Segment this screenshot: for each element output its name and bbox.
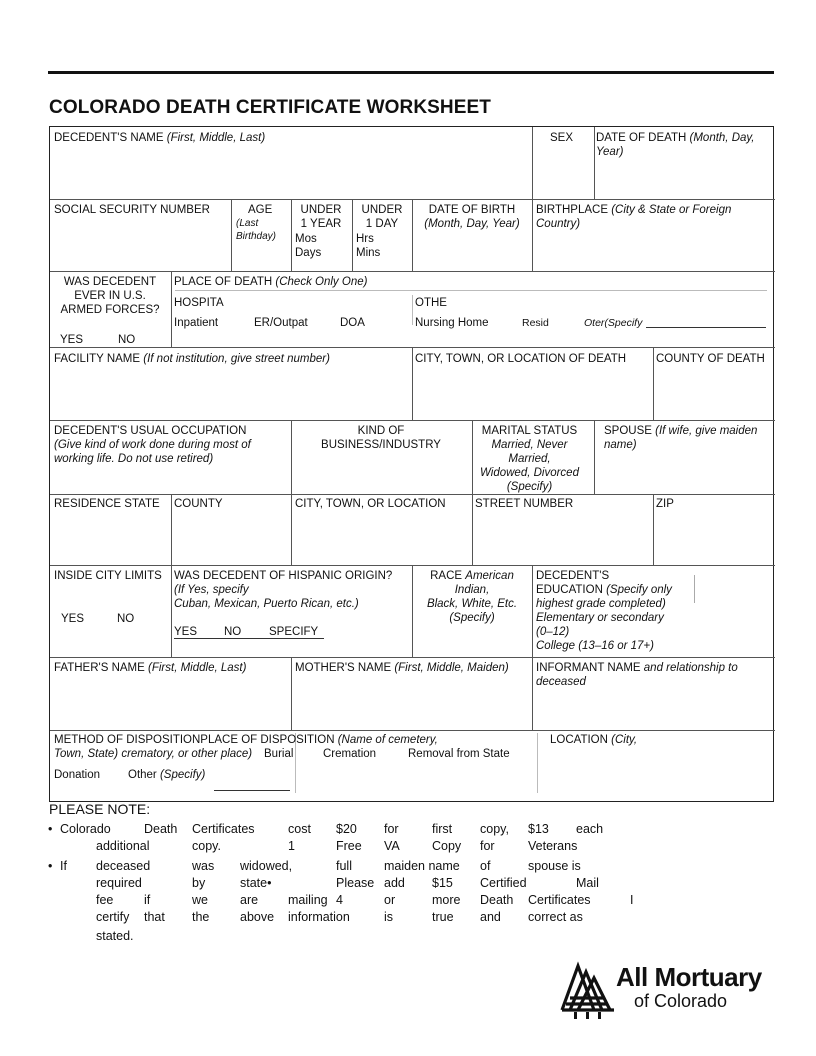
spouse-label: SPOUSE (If wife, give maiden name) <box>604 425 758 451</box>
inside-city-limits-label: INSIDE CITY LIMITS <box>54 570 162 582</box>
note2-word: mailing <box>288 893 328 907</box>
note2-word: above <box>240 910 275 924</box>
under-1-year-units: Mos Days <box>295 233 322 259</box>
note2-word: stated. <box>96 929 134 943</box>
note2-word: certify <box>96 910 130 924</box>
note2-word: 4 <box>336 893 343 907</box>
note1-word: cost <box>288 822 311 836</box>
mother-name-label: MOTHER'S NAME (First, Middle, Maiden) <box>295 662 509 674</box>
education-label-2: EDUCATION (Specify only <box>536 584 672 596</box>
note2-word: add <box>384 876 405 890</box>
dob-hint: (Month, Day, Year) <box>424 218 520 230</box>
nursing-home-option[interactable]: Nursing Home <box>415 317 489 329</box>
age-label: AGE <box>248 204 273 216</box>
bullet-icon: • <box>48 859 53 873</box>
burial-option[interactable]: Burial <box>264 748 294 760</box>
race-hint: Indian, Black, White, Etc. (Specify) <box>426 584 518 624</box>
note2-word: Certificates <box>528 893 591 907</box>
under-1-year-label: UNDER 1 YEAR <box>300 204 342 230</box>
marital-status-hint: Married, Never Married, Widowed, Divorced (Specify) <box>480 439 579 493</box>
city-limits-yes[interactable]: YES <box>61 613 85 625</box>
note1-word: for <box>384 822 399 836</box>
note2-word: correct as <box>528 910 583 924</box>
race-label: RACE American <box>430 570 514 582</box>
note1-word: Colorado <box>60 822 111 836</box>
note2-word: Mail <box>576 876 599 890</box>
note1-word: 1 <box>288 839 295 853</box>
hospital-label: HOSPITA <box>174 297 224 309</box>
doa-option[interactable]: DOA <box>340 317 365 329</box>
note1-word: Certificates <box>192 822 255 836</box>
note2-word: more <box>432 893 461 907</box>
ssn-label: SOCIAL SECURITY NUMBER <box>54 204 210 216</box>
birthplace-hint: Country) <box>536 218 581 230</box>
decedent-name-label: DECEDENT'S NAME (First, Middle, Last) <box>54 132 266 144</box>
death-county-label: COUNTY OF DEATH <box>656 353 765 365</box>
note2-word: true <box>432 910 454 924</box>
other-specify-line[interactable] <box>646 327 766 328</box>
note1-word: $13 <box>528 822 549 836</box>
note2-word: if <box>144 893 151 907</box>
note2-word: full <box>336 859 352 873</box>
er-outpatient-option[interactable]: ER/Outpat <box>254 317 308 329</box>
note1-word: for <box>480 839 495 853</box>
logo-line2: of Colorado <box>634 991 728 1011</box>
education-label: DECEDENT'S <box>536 570 610 582</box>
donation-option[interactable]: Donation <box>54 769 101 781</box>
sex-label: SEX <box>550 132 574 144</box>
note2-word: widowed, <box>240 859 293 873</box>
note2-word: is <box>384 910 394 924</box>
residence-county-label: COUNTY <box>174 498 223 510</box>
hispanic-underline <box>174 638 324 639</box>
note2-word: the <box>192 910 210 924</box>
facility-name-label: FACILITY NAME (If not institution, give street number) <box>54 353 330 365</box>
bullet-icon: • <box>48 822 53 836</box>
note1-word: copy. <box>192 839 221 853</box>
note2-word: I <box>630 893 634 907</box>
note2-word: required <box>96 876 142 890</box>
date-of-death-hint: Year) <box>596 146 624 158</box>
mountain-logo-icon <box>560 960 618 1020</box>
note1-word: Copy <box>432 839 462 853</box>
occupation-label: DECEDENT'S USUAL OCCUPATION <box>54 425 247 437</box>
note2-word: are <box>240 893 259 907</box>
father-name-label: FATHER'S NAME (First, Middle, Last) <box>54 662 247 674</box>
method-of-disposition-label: METHOD OF DISPOSITIONPLACE OF DISPOSITION (Name of cemetery, <box>54 734 438 746</box>
note2-word: Certified <box>480 876 527 890</box>
city-limits-no[interactable]: NO <box>117 613 135 625</box>
under-1-day-label: UNDER 1 DAY <box>361 204 403 230</box>
top-rule <box>48 71 774 74</box>
other-place-label: OTHE <box>415 297 447 309</box>
note2-word: we <box>192 893 208 907</box>
please-note-heading: PLEASE NOTE: <box>49 801 151 817</box>
note2-word: If <box>60 859 67 873</box>
page-title: COLORADO DEATH CERTIFICATE WORKSHEET <box>49 97 491 118</box>
age-hint: (Last Birthday) <box>236 218 277 242</box>
informant-label: INFORMANT NAME and relationship to deceased <box>536 662 738 688</box>
hispanic-no[interactable]: NO <box>224 626 242 638</box>
cremation-option[interactable]: Cremation <box>323 748 377 760</box>
location-label: LOCATION (City, <box>550 734 638 746</box>
residence-option[interactable]: Resid <box>522 317 549 329</box>
note2-word: or <box>384 893 396 907</box>
note1-word: copy, <box>480 822 509 836</box>
note2-word: fee <box>96 893 114 907</box>
note1-word: Free <box>336 839 362 853</box>
note1-word: VA <box>384 839 400 853</box>
note2-word: information <box>288 910 350 924</box>
note2-word: that <box>144 910 165 924</box>
residence-state-label: RESIDENCE STATE <box>54 498 160 510</box>
note1-word: Veterans <box>528 839 578 853</box>
other-disposition-option[interactable]: Other (Specify) <box>128 769 206 781</box>
note2-word: and <box>480 910 501 924</box>
note1-word: $20 <box>336 822 357 836</box>
note2-word: state• <box>240 876 272 890</box>
under-1-day-units: Hrs Mins <box>356 233 381 259</box>
street-number-label: STREET NUMBER <box>475 498 574 510</box>
hispanic-yes[interactable]: YES <box>174 626 198 638</box>
date-of-death-label: DATE OF DEATH (Month, Day, <box>596 132 755 144</box>
dob-label: DATE OF BIRTH <box>428 204 516 216</box>
note2-word: of <box>480 859 491 873</box>
note2-word: maiden name <box>384 859 460 873</box>
other-specify-option[interactable]: Oter(Specify <box>584 317 643 329</box>
removal-option[interactable]: Removal from State <box>408 748 510 760</box>
place-of-death-label: PLACE OF DEATH (Check Only One) <box>174 276 368 288</box>
logo-line1: All Mortuary <box>616 962 762 992</box>
disposition-hint: Town, State) crematory, or other place) <box>54 748 253 760</box>
business-label: KIND OF BUSINESS/INDUSTRY <box>321 425 441 451</box>
death-city-label: CITY, TOWN, OR LOCATION OF DEATH <box>415 353 627 365</box>
zip-label: ZIP <box>656 498 674 510</box>
company-logo <box>560 960 775 1020</box>
note2-word: Death <box>480 893 514 907</box>
hispanic-origin-hint: (If Yes, specify Cuban, Mexican, Puerto Rican, etc.) <box>174 584 359 610</box>
armed-no[interactable]: NO <box>118 334 136 346</box>
note2-word: was <box>192 859 215 873</box>
residence-city-label: CITY, TOWN, OR LOCATION <box>295 498 446 510</box>
armed-yes[interactable]: YES <box>60 334 84 346</box>
note2-word: Please <box>336 876 375 890</box>
note1-word: first <box>432 822 453 836</box>
birthplace-label: BIRTHPLACE (City & State or Foreign <box>536 204 732 216</box>
other-disposition-line[interactable] <box>214 790 290 791</box>
armed-forces-label: WAS DECEDENT EVER IN U.S. ARMED FORCES? <box>60 276 160 316</box>
inpatient-option[interactable]: Inpatient <box>174 317 219 329</box>
note2-word: $15 <box>432 876 453 890</box>
marital-status-label: MARITAL STATUS <box>481 425 578 437</box>
note2-word: spouse is <box>528 859 581 873</box>
note2-word: deceased <box>96 859 151 873</box>
hispanic-specify[interactable]: SPECIFY <box>269 626 319 638</box>
education-hint: highest grade completed) Elementary or secondary (0–12) College (13–16 or 17+) <box>536 598 666 652</box>
note1-word: Death <box>144 822 178 836</box>
note1-word: additional <box>96 839 150 853</box>
note1-word: each <box>576 822 604 836</box>
occupation-hint: (Give kind of work done during most of working life. Do not use retired) <box>54 439 251 465</box>
note2-word: by <box>192 876 206 890</box>
hispanic-origin-label: WAS DECEDENT OF HISPANIC ORIGIN? <box>174 570 393 582</box>
